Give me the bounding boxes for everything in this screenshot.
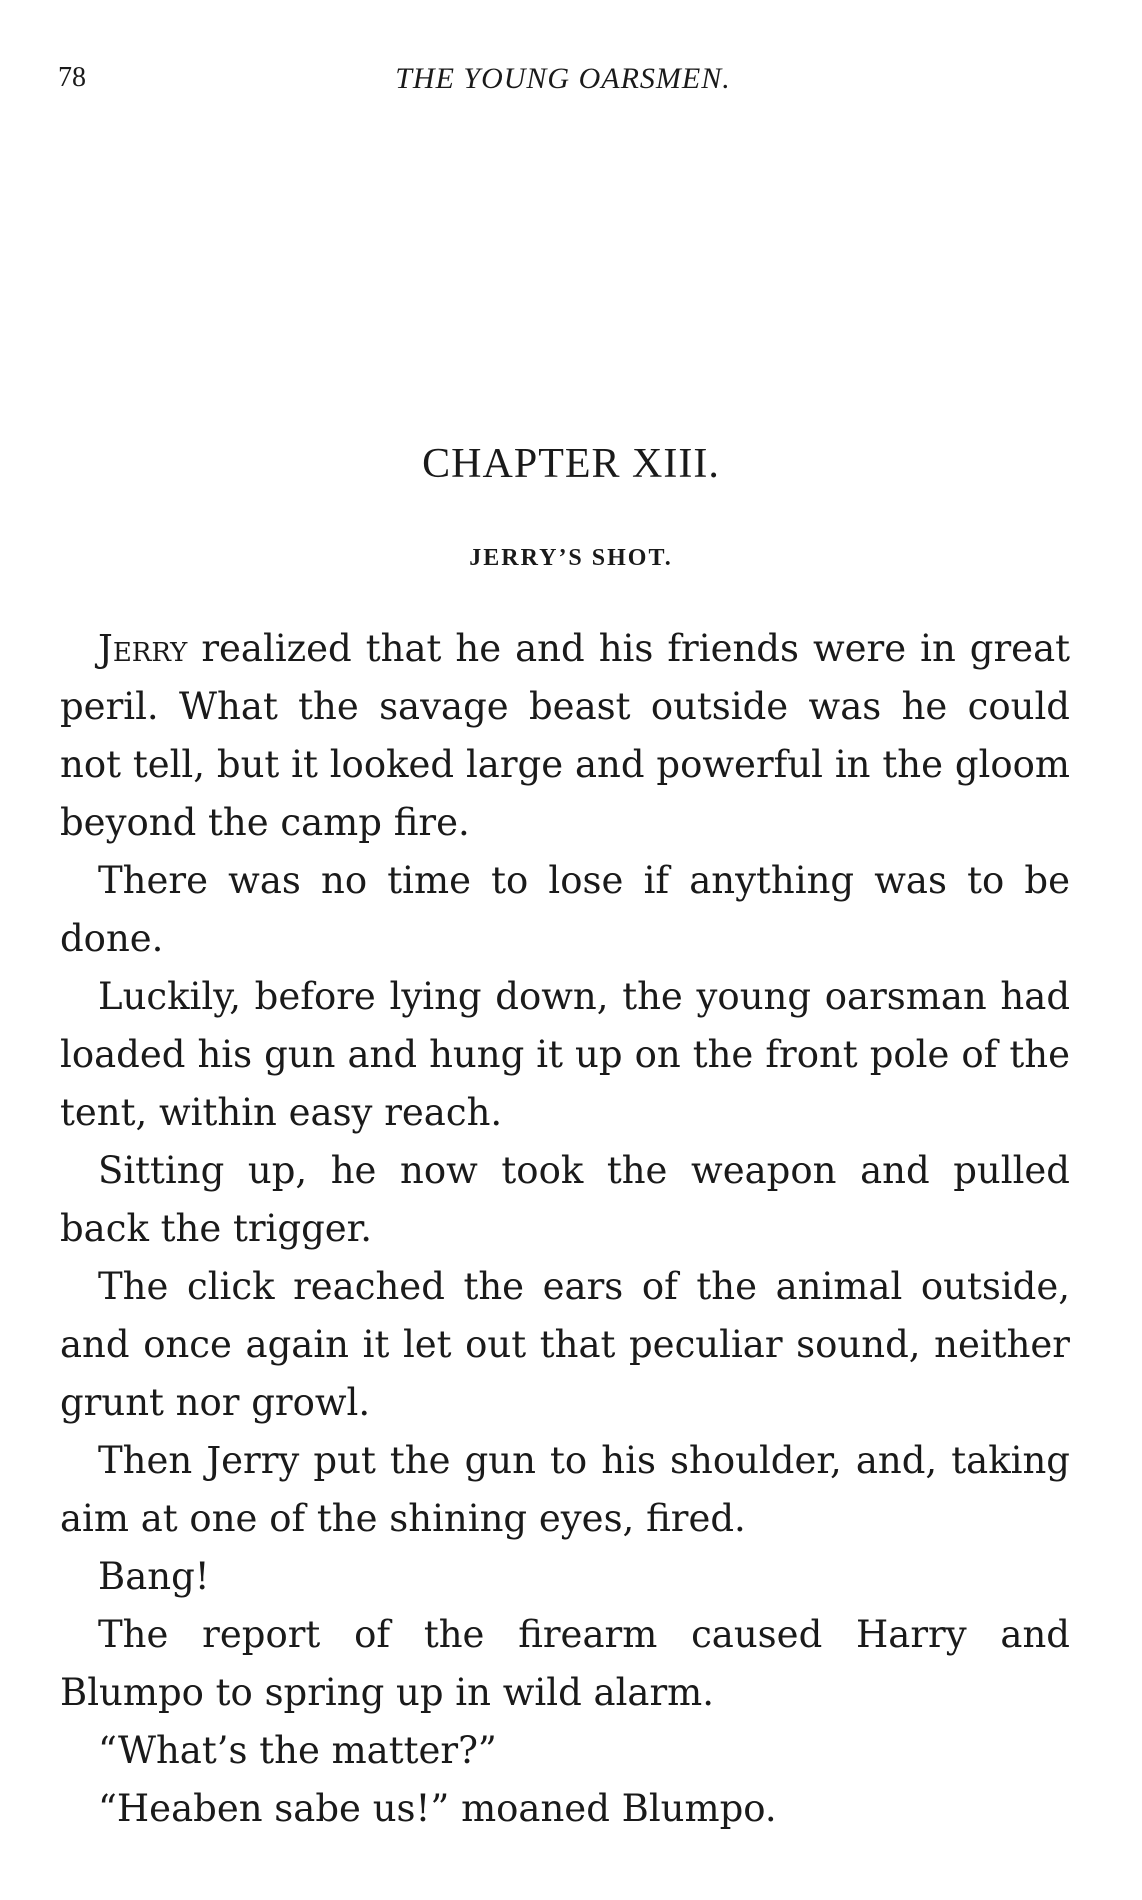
paragraph [60, 620, 1070, 852]
page-number: 78 [58, 62, 86, 93]
paragraph: Bang! [98, 1555, 210, 1598]
paragraph: There was no time to lose if anything was to be done. [60, 859, 1070, 960]
paragraph: “Heaben sabe us!” moaned Blumpo. [98, 1787, 777, 1830]
paragraph: Then Jerry put the gun to his shoulder, and, taking aim at one of the shining eyes, fired. [60, 1439, 1070, 1540]
chapter-body [60, 620, 1070, 1838]
paragraph: Luckily, before lying down, the young oarsman had loaded his gun and hung it up on the front pole of the tent, within easy reach. [60, 975, 1070, 1134]
paragraph: The click reached the ears of the animal outside, and once again it let out that peculiar sound, neither grunt nor growl. [60, 1265, 1070, 1424]
running-title: THE YOUNG OARSMEN. [395, 62, 731, 95]
paragraph: “What’s the matter?” [98, 1729, 497, 1772]
chapter-heading: CHAPTER XIII. [422, 441, 720, 487]
paragraph: Sitting up, he now took the weapon and pulled back the trigger. [60, 1149, 1070, 1250]
drop-lead-word: Jerry [98, 627, 188, 670]
chapter-title: JERRY’S SHOT. [469, 545, 673, 571]
running-head [58, 62, 1068, 102]
paragraph-text: realized that he and his friends were in great peril. What the savage beast outside was he could not tell, but it looked large and powerful in the gloom beyond the camp fire. [60, 627, 1070, 844]
paragraph: The report of the firearm caused Harry and Blumpo to spring up in wild alarm. [60, 1613, 1070, 1714]
